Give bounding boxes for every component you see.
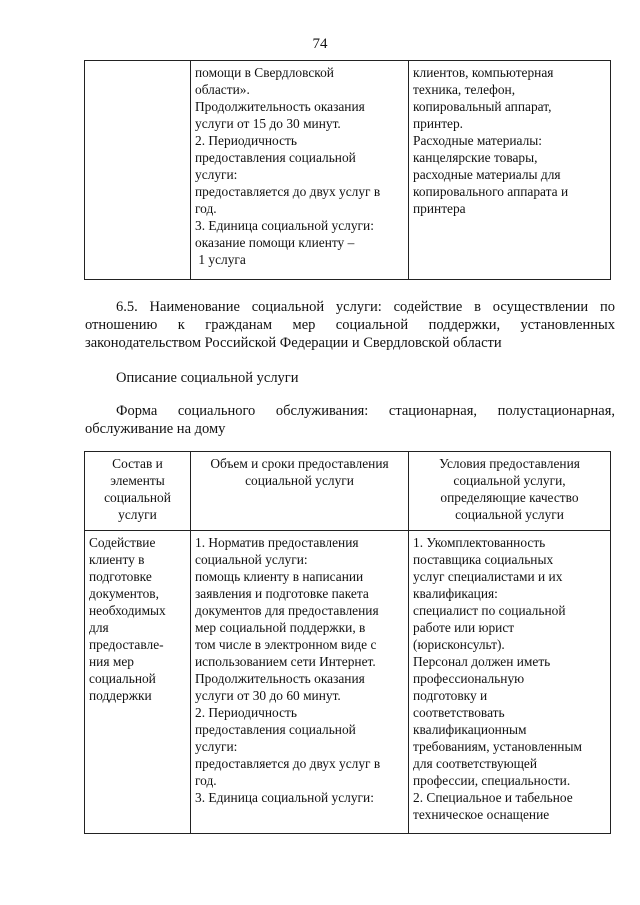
text-line: услуг специалистами и их: [413, 569, 563, 584]
text-line: профессиональную: [413, 671, 525, 686]
text-line: копировальный аппарат,: [413, 99, 552, 114]
text-line: Персонал должен иметь: [413, 654, 551, 669]
text-line: том числе в электронном виде с: [195, 637, 377, 652]
text-line: копировального аппарата и: [413, 184, 569, 199]
text-line: мер социальной поддержки, в: [195, 620, 366, 635]
text-line: 1. Укомплектованность: [413, 535, 546, 550]
text-line: обслуживание на дому: [85, 421, 226, 437]
text-line: законодательством Российской Федерации и Свердловской области: [85, 335, 502, 351]
text-line: клиентов, компьютерная: [413, 65, 554, 80]
text-line: соответствовать: [413, 705, 505, 720]
text-line: использованием сети Интернет.: [195, 654, 376, 669]
header-line: социальной услуги: [245, 473, 354, 488]
text-line: 1 услуга: [195, 252, 246, 267]
text-line: год.: [195, 201, 217, 216]
text-line: для: [89, 620, 109, 635]
text-line: для соответствующей: [413, 756, 537, 771]
text-line: ния мер: [89, 654, 134, 669]
text-line: помощи в Свердловской: [195, 65, 334, 80]
text-line: канцелярские товары,: [413, 150, 538, 165]
header-volume-terms: [191, 452, 409, 531]
text-line: год.: [195, 773, 217, 788]
quality-conditions-cell: [409, 61, 611, 280]
header-quality-conditions: [409, 452, 611, 531]
text-line: поддержки: [89, 688, 152, 703]
header-line: элементы: [110, 473, 165, 488]
text-line: техника, телефон,: [413, 82, 516, 97]
volume-terms-cell: [191, 61, 409, 280]
text-line: помощь клиенту в написании: [195, 569, 364, 584]
text-line: Расходные материалы:: [413, 133, 543, 148]
text-line: подготовке: [89, 569, 152, 584]
text-line: заявления и подготовке пакета: [195, 586, 369, 601]
service-form: [85, 402, 615, 438]
text-line: (юрисконсульт).: [413, 637, 505, 652]
text-line: 2. Периодичность: [195, 133, 297, 148]
text-line: социальной: [89, 671, 156, 686]
header-line: социальной услуги,: [453, 473, 566, 488]
table-header-row: [85, 452, 611, 531]
header-line: Объем и сроки предоставления: [210, 456, 389, 471]
text-line: 2. Специальное и табельное: [413, 790, 573, 805]
text-line: документов,: [89, 586, 159, 601]
text-line: подготовку и: [413, 688, 488, 703]
text-line: Форма социального обслуживания: стационарная, полустационарная,: [116, 403, 615, 419]
text-line: поставщика социальных: [413, 552, 554, 567]
text-line: услуги:: [195, 739, 238, 754]
text-line: 6.5. Наименование социальной услуги: содействие в осуществлении по: [116, 299, 615, 315]
service-table: [84, 451, 611, 834]
text-line: 1. Норматив предоставления: [195, 535, 359, 550]
text-line: Продолжительность оказания: [195, 671, 365, 686]
header-line: социальной услуги: [455, 507, 564, 522]
text-line: услуги от 30 до 60 минут.: [195, 688, 341, 703]
text-line: клиенту в: [89, 552, 145, 567]
header-line: Состав и: [112, 456, 163, 471]
service-composition-cell: [85, 531, 191, 834]
text-line: услуги от 15 до 30 минут.: [195, 116, 341, 131]
section-heading: [85, 298, 615, 352]
text-line: отношению к гражданам мер социальной поддержки, установленных: [85, 317, 615, 333]
text-line: 3. Единица социальной услуги:: [195, 218, 374, 233]
text-line: предоставления социальной: [195, 150, 356, 165]
text-line: услуги:: [195, 167, 238, 182]
text-line: области».: [195, 82, 250, 97]
header-line: услуги: [118, 507, 157, 522]
text-line: 2. Периодичность: [195, 705, 297, 720]
text-line: принтера: [413, 201, 466, 216]
text-line: предоставляется до двух услуг в: [195, 184, 381, 199]
text-line: работе или юрист: [413, 620, 515, 635]
table-row: [85, 531, 611, 834]
service-composition-cell: [85, 61, 191, 280]
text-line: 3. Единица социальной услуги:: [195, 790, 374, 805]
text-line: оказание помощи клиенту –: [195, 235, 355, 250]
text-line: квалификация:: [413, 586, 498, 601]
text-line: Содействие: [89, 535, 156, 550]
text-line: техническое оснащение: [413, 807, 550, 822]
text-line: предоставления социальной: [195, 722, 356, 737]
text-line: социальной услуги:: [195, 552, 308, 567]
header-line: социальной: [104, 490, 171, 505]
text-line: необходимых: [89, 603, 166, 618]
text-line: принтер.: [413, 116, 464, 131]
text-line: требованиям, установленным: [413, 739, 582, 754]
continued-service-table: [84, 60, 611, 280]
header-line: Условия предоставления: [439, 456, 580, 471]
quality-conditions-cell: [409, 531, 611, 834]
text-line: квалификационным: [413, 722, 527, 737]
text-line: расходные материалы для: [413, 167, 561, 182]
page-number: 74: [312, 36, 328, 52]
header-composition: [85, 452, 191, 531]
text-line: профессии, специальности.: [413, 773, 571, 788]
text-line: Продолжительность оказания: [195, 99, 365, 114]
text-line: специалист по социальной: [413, 603, 566, 618]
volume-terms-cell: [191, 531, 409, 834]
header-line: определяющие качество: [440, 490, 579, 505]
description-title: Описание социальной услуги: [116, 370, 299, 386]
text-line: документов для предоставления: [195, 603, 379, 618]
text-line: предоставляется до двух услуг в: [195, 756, 381, 771]
text-line: предоставле-: [89, 637, 164, 652]
table-row: [85, 61, 611, 280]
